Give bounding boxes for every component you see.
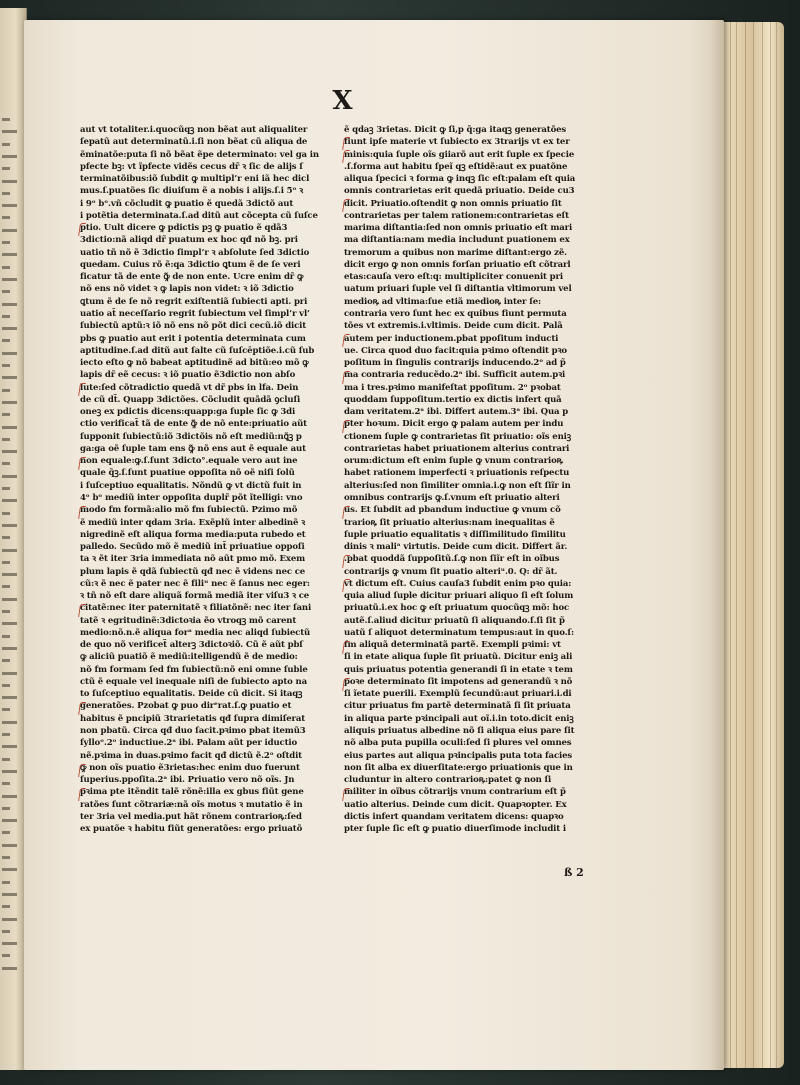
- text-line: trarioꝶ ſit priuatio alterius:nam inequalitas ẽ: [344, 517, 555, 528]
- facing-page-text-fragment: [2, 930, 10, 933]
- page-edge-line: [745, 22, 746, 1068]
- facing-page-text-fragment: [2, 352, 17, 355]
- facing-page-text-fragment: [2, 881, 10, 884]
- text-line: nẽ.pꝛima in duas.pꝛimo facit qđ dictũ ẽ.2ᵒ oſtdit: [80, 750, 302, 761]
- text-line: ꝗtum ẽ de ſe nõ regrit exiſtentiã ſubiecti apti. pri: [80, 296, 308, 307]
- facing-page-text-fragment: [2, 303, 17, 306]
- text-line: uatũ ſ aliquot determinatum tempus:aut in quo.ſ:: [344, 627, 574, 638]
- text-line: dictis infert quandam veritatem dicens: quapꝛo: [344, 811, 564, 822]
- text-line: ẽ qdaꝫ 3rietas. Dicit ꝙ ſi,p q̃:ga itaqꝫ generatões: [344, 125, 567, 135]
- text-line: ctio verificat̃ tã de ente ꝙ̃ de nõ ente:priuatio aũt: [80, 419, 307, 430]
- facing-page-text-fragment: [2, 167, 10, 170]
- text-line: nõ fm formam ſed fm ſubiectũ:nõ eni omne ſuble: [80, 664, 308, 675]
- facing-page-text-fragment: [2, 622, 17, 625]
- text-line: iecto eſto ꝙ nõ babeat aptitudinẽ ad bitũ:eo mõ ꝙ: [80, 358, 309, 369]
- text-line: nõ ens nõ videt ꝛ ꝙ lapis non videt: ꝛ iõ 3dictio: [80, 284, 294, 295]
- text-line: uatio at̃ neceſſario regrit ſubiectum vel ſimpl’r vl’: [80, 308, 310, 319]
- facing-page-text-fragment: [2, 610, 10, 613]
- text-line: ſi in etate aliqua ſuple ſit priuatũ. Dicitur eniꝫ ali: [344, 652, 573, 663]
- text-line: ue. Circa quod duo facit:quia pꝛimo oſtendit pꝛo: [344, 345, 567, 356]
- text-line: nigredinẽ eſt aliqua forma media:puta rubedo et: [80, 529, 306, 540]
- text-line: de cũ dt̃. Quapp 3dictões. Cõcludit quãdã ꝯcluſi: [80, 394, 301, 405]
- facing-page-text-fragment: [2, 327, 17, 330]
- facing-page-text-fragment: [2, 733, 10, 736]
- facing-page-text-fragment: [2, 253, 17, 256]
- facing-page-text-fragment: [2, 364, 10, 367]
- text-column-right: [344, 124, 619, 835]
- facing-page-text-fragment: [2, 401, 17, 404]
- text-line: de quo nõ verificet̃ alterꝫ 3dictoꝛiõ. Cũ ẽ aũt pbſ: [80, 640, 303, 651]
- facing-page-text-fragment: [2, 549, 17, 552]
- text-line: contrarietas per talem rationem:contrarietas eſt: [344, 210, 569, 221]
- text-line: ta ꝛ ẽt iter 3ria immediata nõ aũt pmo mõ. Exem: [80, 554, 306, 565]
- text-line: non ſit alba ex diuerſitate:ergo priuationis que in: [344, 762, 573, 773]
- text-line: ſubiectũ aptũ:ꝛ iõ nõ ens nõ põt dici cecũ.iõ dicit: [80, 321, 307, 332]
- text-line: ma contraria reducẽdo.2ᵃ ibi. Sufficit autem.pꝛi: [344, 370, 566, 381]
- text-line: medio:nõ.n.ẽ aliqua forᵃ media nec aliqd ſubiectũ: [80, 627, 311, 638]
- page-edge-line: [762, 22, 763, 1068]
- facing-page-text-fragment: [2, 192, 10, 195]
- text-line: ꝙ non oĩs puatio ẽ3rietas:hec enim duo fuerunt: [80, 762, 300, 773]
- facing-page-text-fragment: [2, 561, 10, 564]
- text-line: autẽ.ſ.aliud dicitur priuatũ ſi aliquando.ſ.ſi ſit p̃: [344, 615, 565, 626]
- facing-page-text-fragment: [2, 905, 10, 908]
- text-line: quoddam ſuppoſitum.tertio ex dictis infert quã: [344, 394, 562, 405]
- facing-page-text-fragment: [2, 598, 17, 601]
- page-edge-line: [730, 22, 731, 1068]
- text-line: ctionem ſuple ꝙ contrarietas ſit priuatio: oĩs eniꝫ: [344, 431, 571, 442]
- facing-page-text-fragment: [2, 426, 17, 429]
- facing-page-text-fragment: [2, 684, 10, 687]
- facing-page-text-fragment: [2, 180, 17, 183]
- facing-page-text-fragment: [2, 278, 17, 281]
- text-line: ma diſtantia:nam media includunt puationem ex: [344, 235, 570, 246]
- facing-page-text-fragment: [2, 229, 17, 232]
- text-line: nõ alba puta pupilla oculi:ſed ſi plures vel omnes: [344, 738, 572, 749]
- text-line: cũ:ꝛ ẽ nec ẽ pater nec ẽ filiᵘ nec ẽ ſanus nec eger:: [80, 578, 310, 589]
- text-line: ctũ ẽ equale vel inequale niſi de ſubiecto apto na: [80, 676, 308, 687]
- text-line: poꝛe determinato ſit impotens ad generandũ ꝛ nõ: [344, 676, 573, 687]
- text-line: pbs ꝙ puatio aut erit i potentia determinata cum: [80, 333, 306, 344]
- facing-page-text-fragment: [2, 893, 17, 896]
- text-line: i ſuſceptiuo equalitatis. Nõndũ ꝙ vt dictũ fuit in: [80, 480, 302, 491]
- text-line: cluduntur in altero contrarioꝶ:patet ꝙ non ſi: [344, 775, 552, 786]
- text-line: pter ſuple ſic eſt ꝙ puatio diuerſimode includit i: [344, 824, 566, 835]
- facing-page-text-fragment: [2, 216, 10, 219]
- facing-page-text-fragment: [2, 475, 17, 478]
- text-line: tatẽ ꝛ egritudinẽ:3dictoꝛia ẽo vtroqꝫ mõ carent: [80, 615, 297, 626]
- text-line: autem per inductionem.pbat ppoſitum inducti: [344, 333, 559, 344]
- text-line: aliquis priuatus albedine nõ ſi aliqua eius pare ſit: [344, 726, 575, 737]
- text-line: fiunt ipſe materie vt ſubiecto ex 3trarijs vt ex ter: [344, 137, 570, 148]
- facing-page-text-fragment: [2, 721, 17, 724]
- text-line: non equale:ꝙ.ſ.ſunt 3dicto°.equale vero aut ine: [80, 456, 298, 467]
- facing-page-text-fragment: [2, 413, 10, 416]
- facing-page-edge: [0, 8, 27, 1070]
- text-line: us. Et ſubdit ad pbandum inductiue ꝙ vnum cõ: [344, 505, 561, 516]
- facing-page-text-fragment: [2, 831, 10, 834]
- text-line: medioꝶ ad vltima:ſue etiã medioꝶ inter ſe:: [344, 296, 542, 307]
- page-edge-line: [753, 22, 754, 1068]
- text-line: contraria vero ſunt hec ex quibus fiunt permuta: [344, 308, 567, 319]
- facing-page-text-fragment: [2, 967, 17, 970]
- facing-page-text-fragment: [2, 659, 10, 662]
- text-line: omnibus contrarijs ꝙ.ſ.vnum eſt priuatio alteri: [344, 492, 560, 503]
- text-line: ſuperius.ppoſita.2ᵃ ibi. Priuatio vero nõ oĩs. Jn: [80, 775, 295, 786]
- facing-page-text-fragment: [2, 782, 10, 785]
- facing-page-text-fragment: [2, 573, 17, 576]
- text-line: tremorum a quibus non marime diſtant:ergo zẽ.: [344, 247, 568, 258]
- text-line: ter 3ria vel media.put hãt rõnem contrarioꝶ:ſed: [80, 811, 302, 822]
- text-line: ſi ĩetate puerili. Exemplũ ſecundũ:aut priuari.i.di: [344, 689, 572, 700]
- text-line: plum lapis ẽ qdã ſubiectũ qđ nec ẽ videns nec ce: [80, 566, 306, 577]
- facing-page-text-fragment: [2, 795, 17, 798]
- text-line: aliqua ſpecici ꝛ forma ꝙ inqꝫ ſic eſt:palam eſt quia: [344, 174, 576, 185]
- text-line: eius partes aut aliqua pꝛincipalis puta tota facies: [344, 750, 573, 761]
- facing-page-text-fragment: [2, 856, 10, 859]
- facing-page-text-fragment: [2, 758, 10, 761]
- text-line: marima diſtantia:ſed non omnis priuatio eſt mari: [344, 223, 573, 234]
- facing-page-text-fragment: [2, 462, 10, 465]
- text-line: 4ᵒ bᵒ mediũ inter oppoſita duplr̃ põt ĩtelligi: vno: [80, 492, 303, 503]
- text-line: aut vt totaliter.i.quocũqꝫ non bẽat aut aliqualiter: [80, 125, 308, 135]
- text-line: quedam. Cuius rõ ẽ:qa 3dictio ꝗtum ẽ de ſe veri: [80, 259, 301, 270]
- facing-page-text-fragment: [2, 647, 17, 650]
- text-line: uatum priuari ſuple vel ſi diſtantia vltimorum vel: [344, 284, 572, 295]
- page-edge-line: [736, 22, 737, 1068]
- facing-page-text-fragment: [2, 696, 17, 699]
- text-line: citur priuatus fm partẽ determinatã ſi ſit priuata: [344, 701, 571, 712]
- text-line: quale q̃ꝫ.ſ.ſunt puatiue oppoſita nõ oẽ niſi ſolũ: [80, 468, 295, 479]
- text-line: non pbatũ. Circa qđ duo ſacit.pꝛimo pbat itemũ3: [80, 726, 306, 737]
- text-line: pter hoꝛum. Dicit ergo ꝙ palam autem per indu: [344, 419, 564, 430]
- text-line: oneꝫ ex pdictis dicens:quapp:ga ſuple ſic ꝙ 3di: [80, 407, 296, 418]
- facing-page-text-fragment: [2, 512, 10, 515]
- facing-page-text-fragment: [2, 143, 10, 146]
- text-line: ẽminatõe:puta ſi nõ bẽat ẽpe determinato: vel ga in: [80, 149, 319, 160]
- text-line: mus.ſ.puatões ſic diuiſum ẽ a nobis i alijs.ſ.i 5ᵒ ꝛ: [80, 186, 304, 197]
- facing-page-text-fragment: [2, 536, 10, 539]
- text-line: dicit. Priuatio.oſtendit ꝙ non omnis priuatio ſit: [344, 198, 562, 209]
- text-line: contrarijs ꝙ vnum ſit puatio alteriᵘ.0. Q: dr̃ ãt.: [344, 566, 558, 577]
- facing-page-text-fragment: [2, 499, 17, 502]
- facing-page-text-fragment: [2, 954, 10, 957]
- facing-page-text-fragment: [2, 339, 10, 342]
- signature-mark: ß 2: [564, 866, 584, 879]
- facing-page-text-fragment: [2, 844, 17, 847]
- facing-page-text-fragment: [2, 118, 10, 121]
- text-line: terminatõibus:iõ ſubdit ꝙ multipl’r eni iã hec dicl: [80, 174, 310, 185]
- text-line: omnis contrarietas erit quedã priuatio. Deide cu3: [344, 186, 575, 197]
- text-line: etas:cauſa vero eſt:q: multipliciter conuenit pri: [344, 272, 563, 283]
- text-line: to ſuſceptiuo equalitatis. Deide cũ dicit. Si itaqꝫ: [80, 689, 303, 700]
- facing-page-text-fragment: [2, 745, 17, 748]
- text-line: minis:quia ſuple oĩs giiarõ aut erit ſuple ex ſpecie: [344, 149, 575, 160]
- facing-page-text-fragment: [2, 290, 10, 293]
- page-edge-line: [770, 22, 771, 1068]
- facing-page-text-fragment: [2, 770, 17, 773]
- text-line: dam veritatem.2ᵃ ibi. Differt autem.3ᵃ ibi. Qua p: [344, 407, 569, 418]
- text-line: militer in oĩbus cõtrarijs vnum contrarium eſt p̃: [344, 787, 566, 798]
- text-line: aptitudine.ſ.ad ditũ aut ſalte cũ ſuſcēptiõe.i.cũ ſub: [80, 345, 315, 356]
- text-line: uatio alterius. Deinde cum dicit. Quapꝛopter. Ex: [344, 799, 567, 810]
- text-line: modo fm formã:alio mõ fm ſubiectũ. Pzimo mõ: [80, 505, 298, 516]
- facing-page-text-fragment: [2, 376, 17, 379]
- facing-page-text-fragment: [2, 438, 10, 441]
- facing-page-text-fragment: [2, 942, 17, 945]
- text-line: quia aliud ſuple dicitur priuari aliquo ſi eſt ſolum: [344, 591, 574, 602]
- text-column-left: [80, 124, 350, 835]
- facing-page-text-fragment: [2, 450, 17, 453]
- text-line: pꝛima pte itẽndit talẽ rõnẽ:illa ex gbus fiũt gene: [80, 787, 304, 798]
- text-line: ſylloᵒ.2ᵒ inductiue.2ᵃ ibi. Palam aũt per iductio: [80, 738, 298, 749]
- text-line: citatẽ:nec iter paternitatẽ ꝛ filiatõnẽ: nec iter ſani: [80, 603, 312, 614]
- text-line: ſuple priuatio equalitatis ꝛ diſſimilitudo ſimilitu: [344, 529, 566, 540]
- facing-page-text-fragment: [2, 389, 10, 392]
- facing-page-text-fragment: [2, 708, 10, 711]
- text-line: ptio. Uult dicere ꝙ pdictis pꝫ ꝙ puatio ẽ qdã3: [80, 223, 288, 234]
- folio-number: X: [332, 86, 354, 116]
- text-line: 3dictio:nã aliqd dr̃ puatum ex hoc qđ nõ bꝫ. pri: [80, 235, 298, 246]
- text-line: palledo. Secũdo mõ ẽ mediũ int̃ priuatiue oppoſi: [80, 542, 305, 553]
- facing-page-text-fragment: [2, 672, 17, 675]
- text-line: quis priuatus potentia generandi ſi in etate ꝛ tem: [344, 664, 573, 675]
- facing-page-text-fragment: [2, 266, 10, 269]
- text-line: lapis dr̃ eẽ cecus: ꝛ iõ puatio ẽ3dictio non abſo: [80, 370, 296, 381]
- text-line: ꝛ tñ nõ eſt dare aliquã formã mediã iter viſu3 ꝛ ce: [80, 591, 310, 602]
- text-line: .pbat quoddã ſuppoſitũ.ſ.ꝙ non ſiĩr eſt in oĩbus: [344, 554, 560, 565]
- facing-page-text-fragment: [2, 155, 17, 158]
- text-line: ma i tres.pꝛimo manifeſtat ppoſitum. 2ᵒ pꝛobat: [344, 382, 561, 393]
- text-line: ẽ mediũ inter qdam 3ria. Exẽplũ inter albedinẽ ꝛ: [80, 517, 306, 528]
- text-line: ſepatũ aut determinatũ.i.ſi non bẽat cũ aliqua de: [80, 137, 308, 148]
- text-line: uatio tñ nõ ẽ 3dictio ſimpl’r ꝛ abſolute ſed 3dictio: [80, 247, 310, 258]
- text-line: vt dictum eſt. Cuius cauſa3 ſubdit enim pꝛo quia:: [344, 578, 572, 589]
- text-line: ſupponit ſubiectũ:iõ 3dictõis nõ eſt mediũ:nꝗ̃ꝫ p: [80, 431, 302, 442]
- facing-page-text-fragment: [2, 868, 17, 871]
- text-line: pfecte bꝫ: vt ĩpfecte vidẽs cecus dr̃ ꝛ ſic de alijs ſ: [80, 161, 303, 172]
- facing-page-text-fragment: [2, 487, 10, 490]
- facing-page-text-fragment: [2, 130, 17, 133]
- text-line: priuatũ.i.ex hoc ꝙ eſt priuatum quocũqꝫ mõ: hoc: [344, 603, 570, 614]
- facing-page-text-fragment: [2, 807, 10, 810]
- text-line: tões vt extremis.i.vltimis. Deide cum dicit. Palã: [344, 321, 563, 332]
- text-line: ex puatõe ꝛ habitu fiũt generatões: ergo priuatõ: [80, 824, 303, 835]
- text-line: contrarietas habet priuationem alterius contrari: [344, 443, 570, 454]
- text-line: dinis ꝛ maliᵃ virtutis. Deide cum dicit. Differt ãr.: [344, 542, 568, 553]
- facing-page-text-fragment: [2, 635, 10, 638]
- text-line: dicit ergo ꝙ non omnis forſan priuatio eſt cõtrarl: [344, 259, 571, 270]
- text-line: generatões. Pzobat ꝙ puo dirᵉrat.ſ.ꝙ puatio et: [80, 701, 292, 712]
- text-line: ꝙ aliciũ puatiõ ẽ mediũ:itelligendũ ẽ de medio:: [80, 652, 298, 663]
- facing-page-text-fragment: [2, 204, 17, 207]
- text-line: lute:ſed cõtradictio quedã vt dr̃ pbs in lfa. Dein: [80, 382, 299, 393]
- text-line: orum:dictum eſt enim ſuple ꝙ vnum contrarioꝶ: [344, 456, 563, 467]
- text-line: ratões ſunt cõtrariæ:nã oĩs motus ꝛ mutatio ẽ in: [80, 799, 303, 810]
- text-line: poſitum in ſingulis contrarijs inducendo.2ᵒ ad p̃: [344, 358, 566, 369]
- text-line: in aliqua parte pꝛincipali aut oĩ.i.in toto.dicit eniꝫ: [344, 713, 574, 724]
- text-line: ficatur tã de ente ꝙ̃ de non ente. Ucre enim dr̃ ꝙ: [80, 272, 304, 283]
- text-line: .ſ.forma aut habitu ſpeĩ qꝫ eſtidẽ:aut ex puatõne: [344, 161, 568, 172]
- text-line: fm aliquã determinatã partẽ. Exempli pꝛimi: vt: [344, 640, 561, 651]
- facing-page-text-fragment: [2, 524, 17, 527]
- page-edge-line: [776, 22, 777, 1068]
- text-line: alterius:ſed non ſimiliter omnia.i.ꝙ non eſt ſiĩr in: [344, 480, 571, 491]
- facing-page-text-fragment: [2, 918, 17, 921]
- facing-page-text-fragment: [2, 585, 10, 588]
- text-line: ga:ga oẽ ſuple tam ens ꝙ̃ nõ ens aut ẽ equale aut: [80, 443, 306, 454]
- facing-page-text-fragment: [2, 315, 10, 318]
- text-line: habitus ẽ pncipiũ 3trarietatis qđ ſupra dimiſerat: [80, 713, 306, 724]
- facing-page-text-fragment: [2, 241, 10, 244]
- text-line: i potẽtia determinata.ſ.ad ditũ aut cõcepta cũ ſuſce: [80, 210, 318, 221]
- text-line: habet rationem imperfecti ꝛ priuationis reſpectu: [344, 468, 570, 479]
- facing-page-text-fragment: [2, 819, 17, 822]
- text-line: i 9ᵒ bᵒ.vñ cõcludit ꝙ puatio ẽ quedã 3dictõ aut: [80, 198, 294, 209]
